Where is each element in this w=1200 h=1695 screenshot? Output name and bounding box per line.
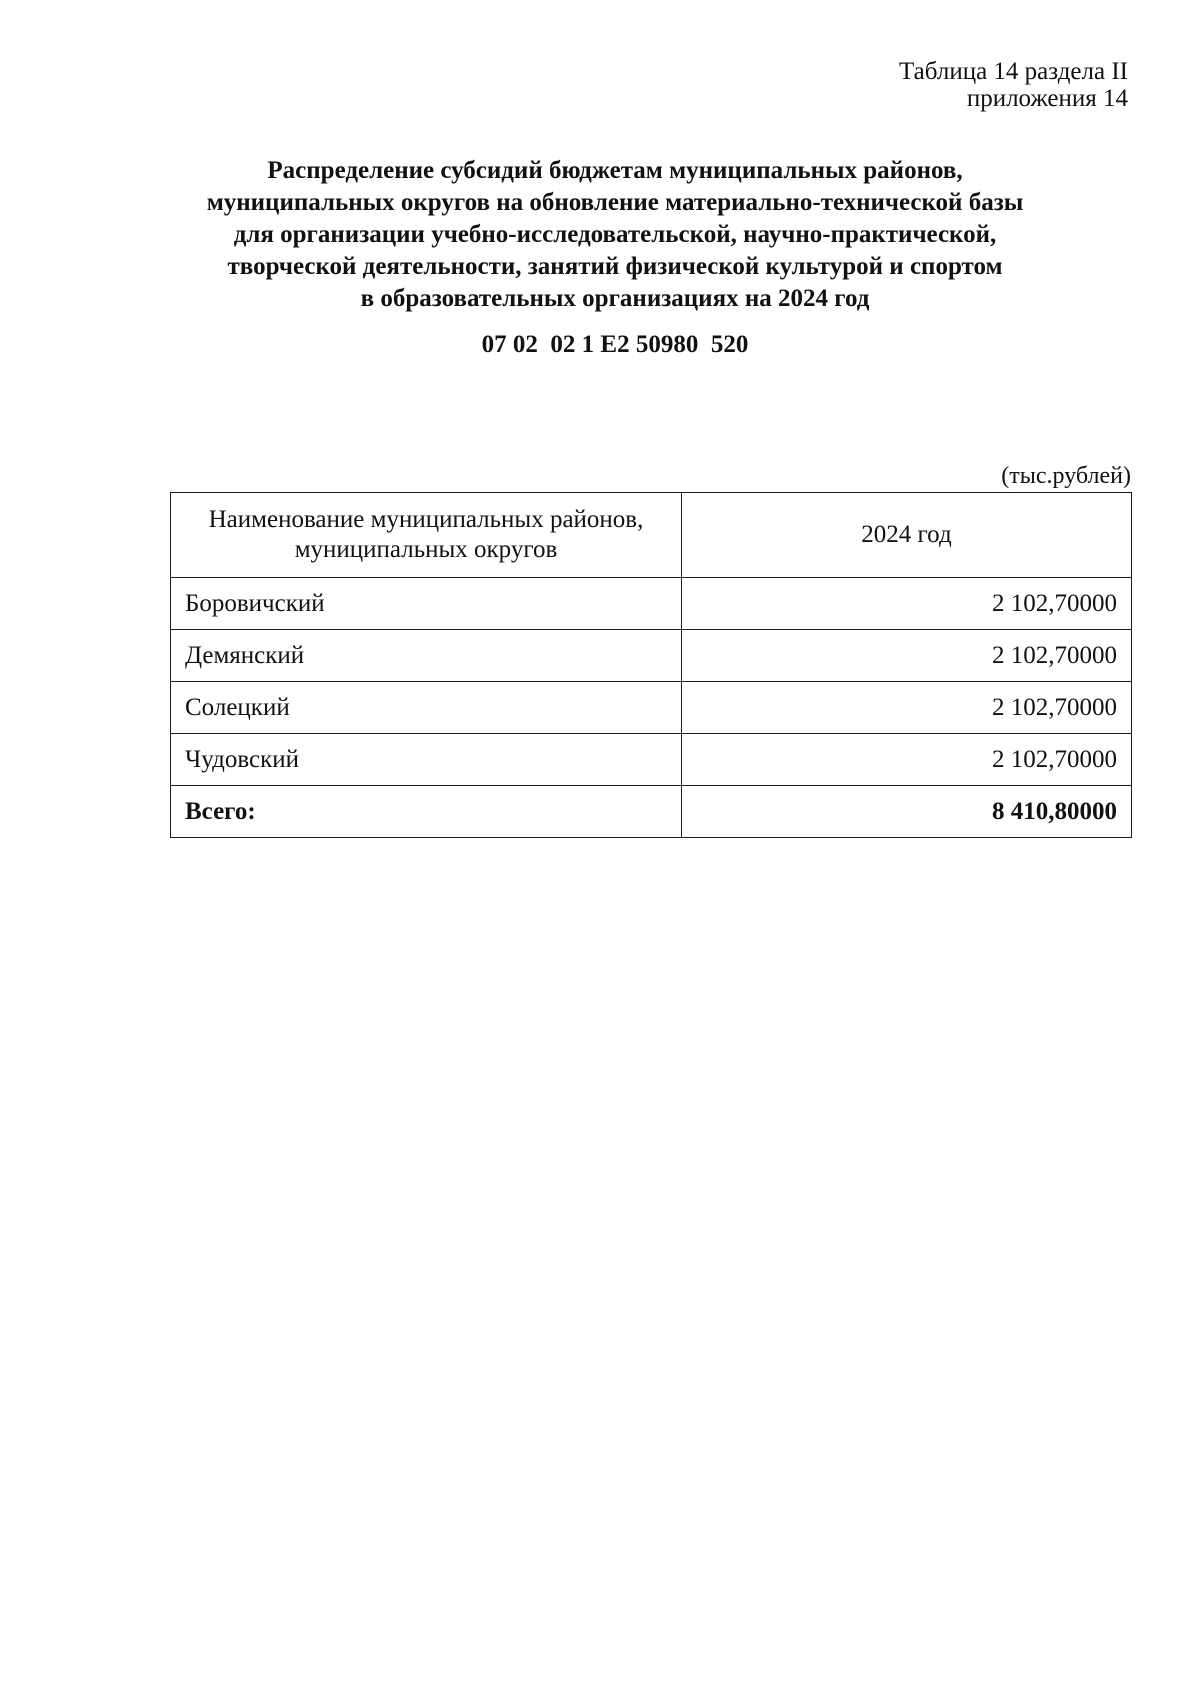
row-name: Боровичский	[171, 578, 682, 630]
row-value: 2 102,70000	[682, 578, 1132, 630]
table-reference	[899, 58, 1128, 112]
row-name: Солецкий	[171, 682, 682, 734]
title-line-1: Распределение субсидий бюджетам муниципальных районов,	[267, 157, 963, 184]
row-name: Демянский	[171, 630, 682, 682]
subsidy-table	[170, 492, 1132, 838]
document-title	[150, 155, 1080, 315]
units-label: (тыс.рублей)	[1001, 463, 1131, 489]
row-name: Чудовский	[171, 734, 682, 786]
title-line-5: в образовательных организациях на 2024 год	[360, 285, 870, 312]
table-row	[171, 578, 1132, 630]
row-value: 2 102,70000	[682, 630, 1132, 682]
table-reference-line-1: Таблица 14 раздела II	[899, 58, 1128, 85]
budget-classification-code: 07 02 02 1 E2 50980 520	[481, 331, 749, 358]
row-value: 2 102,70000	[682, 734, 1132, 786]
table-header-row	[171, 493, 1132, 578]
total-value: 8 410,80000	[682, 786, 1132, 838]
table-row	[171, 734, 1132, 786]
column-header-name: Наименование муниципальных районов, муниципальных округов	[171, 493, 682, 578]
total-label: Всего:	[171, 786, 682, 838]
title-line-2: муниципальных округов на обновление материально-технической базы	[206, 189, 1024, 216]
table-row	[171, 630, 1132, 682]
title-line-3: для организации учебно-исследовательской, научно-практической,	[233, 221, 997, 248]
column-header-year: 2024 год	[682, 493, 1132, 578]
table-reference-line-2: приложения 14	[966, 85, 1128, 112]
table-row	[171, 682, 1132, 734]
row-value: 2 102,70000	[682, 682, 1132, 734]
total-row	[171, 786, 1132, 838]
title-line-4: творческой деятельности, занятий физической культурой и спортом	[227, 253, 1003, 280]
